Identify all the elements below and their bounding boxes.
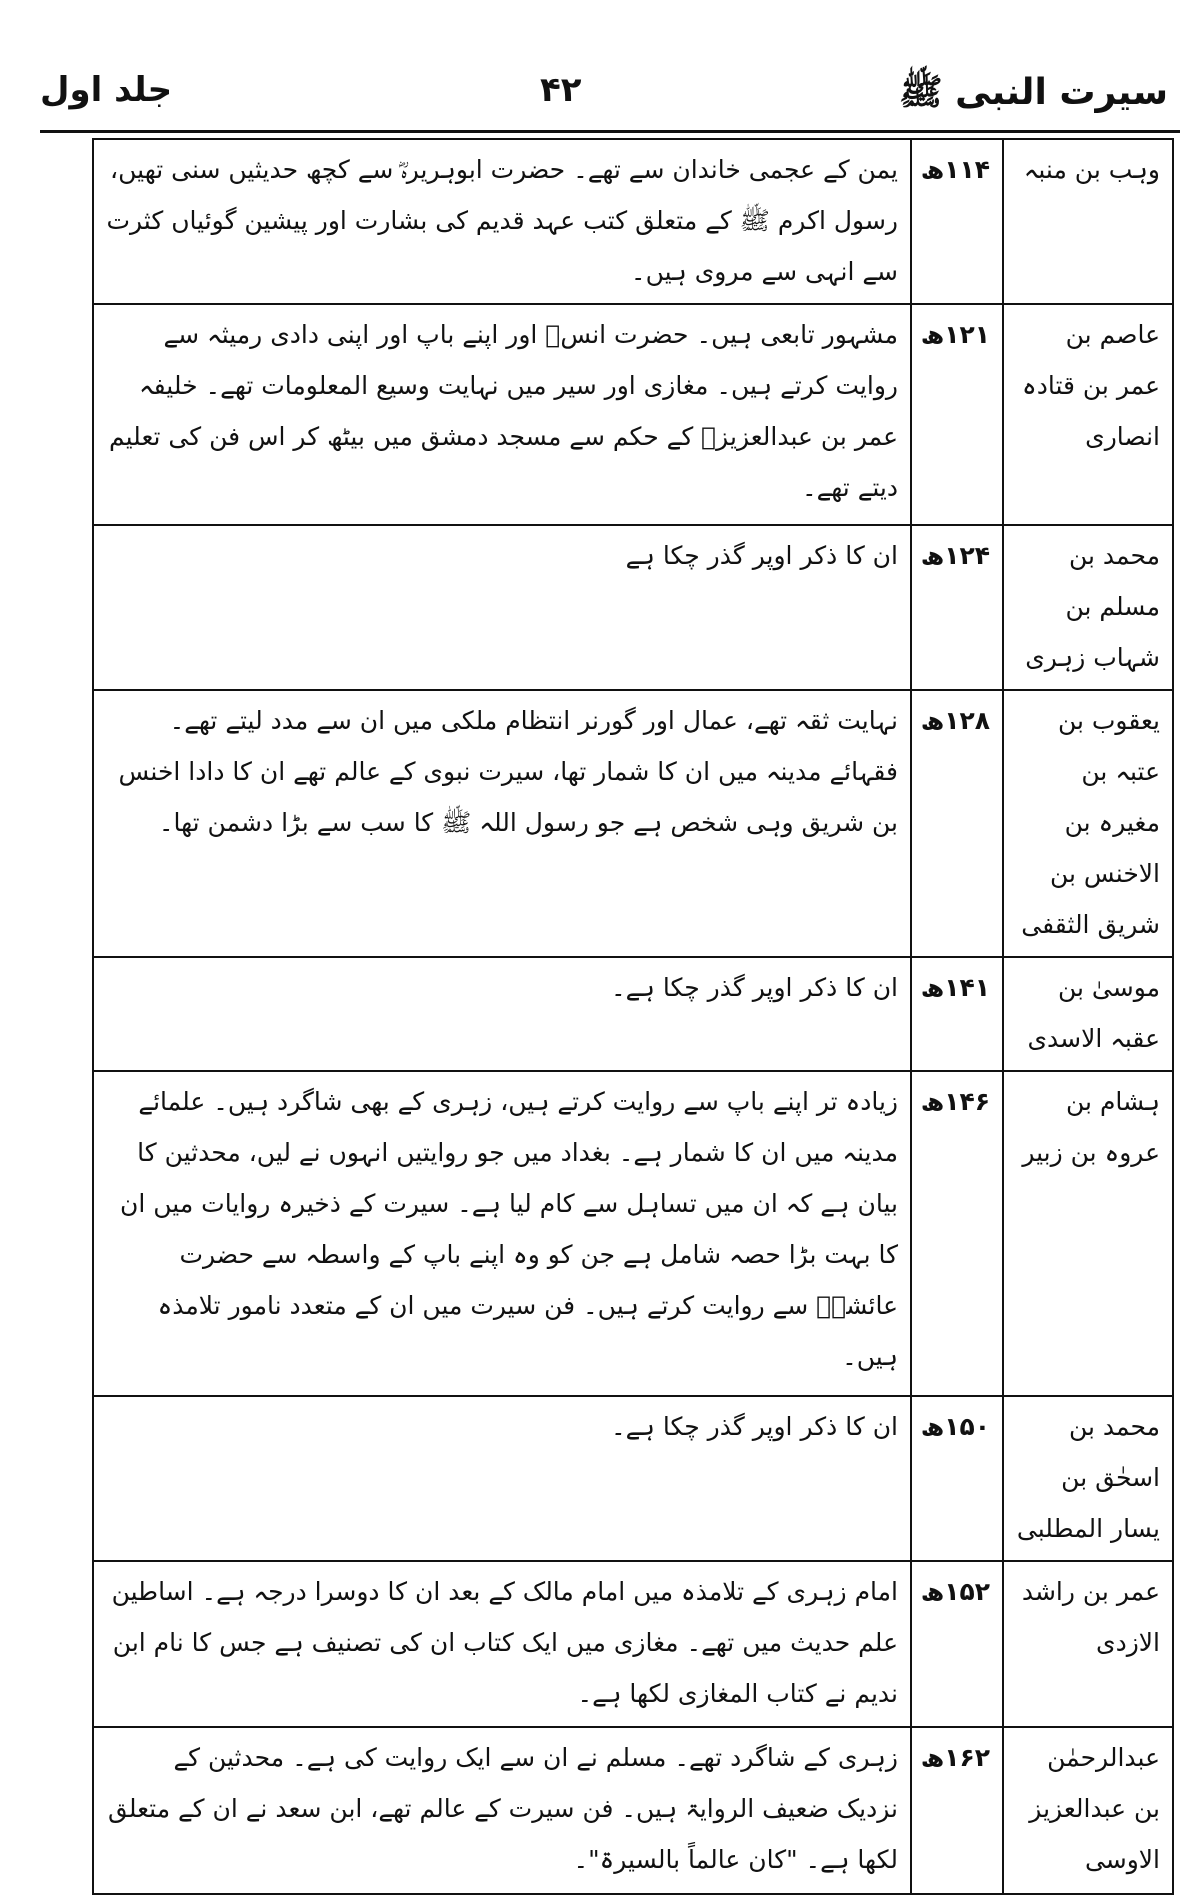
table-row (93, 1071, 1173, 1396)
narrator-name: عبدالرحمٰن بن عبدالعزیز الاوسی (1003, 1727, 1173, 1894)
table-row (93, 1396, 1173, 1561)
death-year: ۱۵۰ھ (911, 1396, 1003, 1561)
narrator-name: محمد بن اسحٰق بن یسار المطلبی (1003, 1396, 1173, 1561)
narrator-name: عاصم بن عمر بن قتادہ انصاری (1003, 304, 1173, 525)
narrator-description: نہایت ثقہ تھے، عمال اور گورنر انتظام ملکی میں ان سے مدد لیتے تھے۔ فقہائے مدینہ میں ان کا شمار تھا، سیرت نبوی کے عالم تھے ان کا دادا اخنس بن شریق وہی شخص ہے جو رسول اللہ ﷺ کا سب سے بڑا دشمن تھا۔ (93, 690, 911, 957)
table-row (93, 139, 1173, 304)
death-year: ۱۱۴ھ (911, 139, 1003, 304)
narrator-description: یمن کے عجمی خاندان سے تھے۔ حضرت ابوہریرہؓ سے کچھ حدیثیں سنی تھیں، رسول اکرم ﷺ کے متعلق کتب عہد قدیم کی بشارت اور پیشین گوئیاں کثرت سے انہی سے مروی ہیں۔ (93, 139, 911, 304)
table-row (93, 957, 1173, 1071)
death-year: ۱۴۱ھ (911, 957, 1003, 1071)
table-row (93, 1561, 1173, 1727)
death-year: ۱۲۸ھ (911, 690, 1003, 957)
book-title: سیرت النبی ﷺ (899, 72, 1168, 113)
narrators-table (92, 138, 1174, 1895)
death-year: ۱۲۴ھ (911, 525, 1003, 690)
narrator-name: وہب بن منبہ (1003, 139, 1173, 304)
narrator-name: موسیٰ بن عقبہ الاسدی (1003, 957, 1173, 1071)
narrator-name: محمد بن مسلم بن شہاب زہری (1003, 525, 1173, 690)
narrator-description: ان کا ذکر اوپر گذر چکا ہے۔ (93, 1396, 911, 1561)
narrator-name: ہشام بن عروہ بن زبیر (1003, 1071, 1173, 1396)
narrator-name: عمر بن راشد الازدی (1003, 1561, 1173, 1727)
death-year: ۱۲۱ھ (911, 304, 1003, 525)
volume-label: جلد اول (40, 70, 173, 110)
table-row (93, 690, 1173, 957)
header-divider (40, 130, 1180, 133)
table-row (93, 1727, 1173, 1894)
narrator-name: یعقوب بن عتبہ بن مغیرہ بن الاخنس بن شریق الثقفی (1003, 690, 1173, 957)
narrator-description: زہری کے شاگرد تھے۔ مسلم نے ان سے ایک روایت کی ہے۔ محدثین کے نزدیک ضعیف الروایۃ ہیں۔ فن سیرت کے عالم تھے، ابن سعد نے ان کے متعلق لکھا ہے۔ "کان عالماً بالسیرۃ"۔ (93, 1727, 911, 1894)
narrator-description: زیادہ تر اپنے باپ سے روایت کرتے ہیں، زہری کے بھی شاگرد ہیں۔ علمائے مدینہ میں ان کا شمار ہے۔ بغداد میں جو روایتیں انہوں نے لیں، محدثین کا بیان ہے کہ ان میں تساہل سے کام لیا ہے۔ سیرت کے ذخیرہ روایات میں ان کا بہت بڑا حصہ شامل ہے جن کو وہ اپنے باپ کے واسطہ سے حضرت عائشہؓ سے روایت کرتے ہیں۔ فن سیرت میں ان کے متعدد نامور تلامذہ ہیں۔ (93, 1071, 911, 1396)
narrator-description: ان کا ذکر اوپر گذر چکا ہے (93, 525, 911, 690)
narrator-description: مشہور تابعی ہیں۔ حضرت انسؓ اور اپنے باپ اور اپنی دادی رمیثہ سے روایت کرتے ہیں۔ مغازی اور سیر میں نہایت وسیع المعلومات تھے۔ خلیفہ عمر بن عبدالعزیزؒ کے حکم سے مسجد دمشق میں بیٹھ کر اس فن کی تعلیم دیتے تھے۔ (93, 304, 911, 525)
table-row (93, 525, 1173, 690)
narrator-description: امام زہری کے تلامذہ میں امام مالک کے بعد ان کا دوسرا درجہ ہے۔ اساطین علم حدیث میں تھے۔ مغازی میں ایک کتاب ان کی تصنیف ہے جس کا نام ابن ندیم نے کتاب المغازی لکھا ہے۔ (93, 1561, 911, 1727)
death-year: ۱۶۲ھ (911, 1727, 1003, 1894)
death-year: ۱۴۶ھ (911, 1071, 1003, 1396)
death-year: ۱۵۲ھ (911, 1561, 1003, 1727)
narrator-description: ان کا ذکر اوپر گذر چکا ہے۔ (93, 957, 911, 1071)
table-row (93, 304, 1173, 525)
page-header (40, 70, 1180, 132)
page-number: ۴۲ (540, 70, 582, 110)
